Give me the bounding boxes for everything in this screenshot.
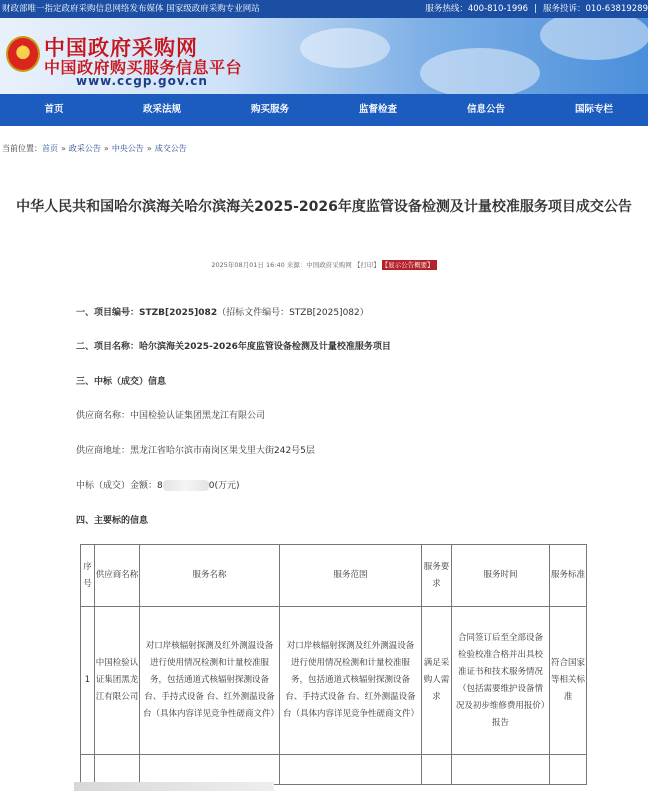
project-number-line bbox=[76, 305, 369, 318]
site-header bbox=[0, 18, 648, 94]
top-bar-contacts bbox=[425, 0, 648, 18]
cell-no: 1 bbox=[81, 607, 95, 755]
header-service-name: 服务名称 bbox=[140, 545, 280, 607]
hotline-text: 服务热线：400-810-1996 bbox=[425, 4, 529, 14]
empty-cell bbox=[140, 755, 280, 785]
cut-off-text-line bbox=[74, 782, 274, 791]
article-title: 中华人民共和国哈尔滨海关哈尔滨海关2025-2026年度监管设备检测及计量校准服务项目成交公告 bbox=[16, 199, 632, 215]
award-amount-prefix: 中标（成交）金额：8 bbox=[76, 481, 163, 491]
empty-cell bbox=[95, 755, 140, 785]
breadcrumb-separator: » bbox=[146, 144, 152, 153]
award-amount-suffix: 0(万元) bbox=[208, 481, 240, 491]
project-name-label: 二、项目名称： bbox=[76, 342, 140, 352]
project-number-value: STZB[2025]082 bbox=[139, 308, 218, 318]
nav-purchase-services[interactable]: 购买服务 bbox=[250, 104, 289, 115]
show-summary-button[interactable]: 【显示公告概要】 bbox=[382, 260, 437, 270]
header-standard: 服务标准 bbox=[550, 545, 587, 607]
supplier-name-line: 供应商名称：中国检验认证集团黑龙江有限公司 bbox=[76, 411, 266, 421]
nav-regulations[interactable]: 政采法规 bbox=[142, 104, 181, 115]
cloud-decoration bbox=[540, 18, 648, 60]
article-meta bbox=[0, 260, 648, 269]
table-row bbox=[81, 607, 587, 755]
cell-service-name: 对口岸核辐射探测及红外测温设备进行使用情况检测和计量校准服务，包括通道式核辐射探测设备 台、手持式设备 台、红外测温设备 台（具体内容详见竞争性磋商文件） bbox=[140, 607, 280, 755]
project-number-label: 一、项目编号： bbox=[76, 308, 140, 318]
cloud-decoration bbox=[420, 48, 540, 94]
article-meta-text: 2025年08月01日 16:40 来源：中国政府采购网 【打印】 bbox=[211, 261, 380, 269]
cell-supplier: 中国检验认证集团黑龙江有限公司 bbox=[95, 607, 140, 755]
table-row bbox=[81, 755, 587, 785]
empty-cell bbox=[422, 755, 452, 785]
service-table bbox=[80, 544, 587, 785]
project-name-value: 哈尔滨海关2025-2026年度监管设备检测及计量校准服务项目 bbox=[139, 342, 391, 352]
header-supplier: 供应商名称 bbox=[95, 545, 140, 607]
main-nav bbox=[0, 94, 648, 126]
cell-service-time: 合同签订后至全部设备检验校准合格并出具校准证书和技术服务情况（包括需要维护设备情况及初步维修费用报价）报告 bbox=[452, 607, 550, 755]
breadcrumb-current[interactable]: 成交公告 bbox=[154, 144, 187, 153]
site-logo-title[interactable]: 中国政府采购网 bbox=[44, 35, 198, 60]
header-service-time: 服务时间 bbox=[452, 545, 550, 607]
header-service-scope: 服务范围 bbox=[280, 545, 422, 607]
breadcrumb-notices[interactable]: 政采公告 bbox=[68, 144, 101, 153]
section-award-heading: 三、中标（成交）信息 bbox=[76, 377, 167, 387]
breadcrumb-separator: » bbox=[103, 144, 109, 153]
divider: | bbox=[534, 4, 537, 14]
section-award-info bbox=[76, 374, 166, 387]
award-amount-line bbox=[76, 478, 239, 491]
site-url: www.ccgp.gov.cn bbox=[76, 74, 208, 88]
empty-cell bbox=[452, 755, 550, 785]
site-logo-subtitle: 中国政府购买服务信息平台 bbox=[44, 58, 243, 77]
breadcrumb-prefix: 当前位置： bbox=[2, 144, 42, 153]
nav-home[interactable]: 首页 bbox=[44, 104, 64, 115]
cloud-decoration bbox=[300, 28, 390, 68]
complaint-text: 服务投诉：010-63819289 bbox=[542, 4, 648, 14]
breadcrumb bbox=[2, 143, 187, 154]
empty-cell bbox=[550, 755, 587, 785]
cell-standard: 符合国家等相关标准 bbox=[550, 607, 587, 755]
nav-international[interactable]: 国际专栏 bbox=[574, 104, 613, 115]
breadcrumb-home[interactable]: 首页 bbox=[42, 144, 58, 153]
national-emblem-icon[interactable] bbox=[6, 36, 40, 72]
supplier-address-line: 供应商地址：黑龙江省哈尔滨市南岗区果戈里大街242号5层 bbox=[76, 446, 315, 456]
breadcrumb-separator: » bbox=[61, 144, 66, 153]
nav-supervision[interactable]: 监督检查 bbox=[358, 104, 397, 115]
empty-cell bbox=[81, 755, 95, 785]
breadcrumb-central[interactable]: 中央公告 bbox=[111, 144, 144, 153]
top-bar-slogan: 财政部唯一指定政府采购信息网络发布媒体 国家级政府采购专业网站 bbox=[2, 4, 260, 14]
cell-requirement: 满足采购人需求 bbox=[422, 607, 452, 755]
section-main-items-heading: 四、主要标的信息 bbox=[76, 516, 149, 526]
tender-file-number: （招标文件编号：STZB[2025]082） bbox=[217, 308, 369, 318]
header-no: 序号 bbox=[81, 545, 95, 607]
cell-service-scope: 对口岸核辐射探测及红外测温设备进行使用情况检测和计量校准服务，包括通道式核辐射探测设备 台、手持式设备 台、红外测温设备 台（具体内容详见竞争性磋商文件） bbox=[280, 607, 422, 755]
header-requirement: 服务要求 bbox=[422, 545, 452, 607]
project-name-line bbox=[76, 339, 391, 352]
top-info-bar bbox=[0, 0, 648, 18]
empty-cell bbox=[280, 755, 422, 785]
table-header-row bbox=[81, 545, 587, 607]
redacted-amount bbox=[163, 480, 209, 491]
section-main-items bbox=[76, 513, 148, 526]
nav-announcements[interactable]: 信息公告 bbox=[466, 104, 505, 115]
